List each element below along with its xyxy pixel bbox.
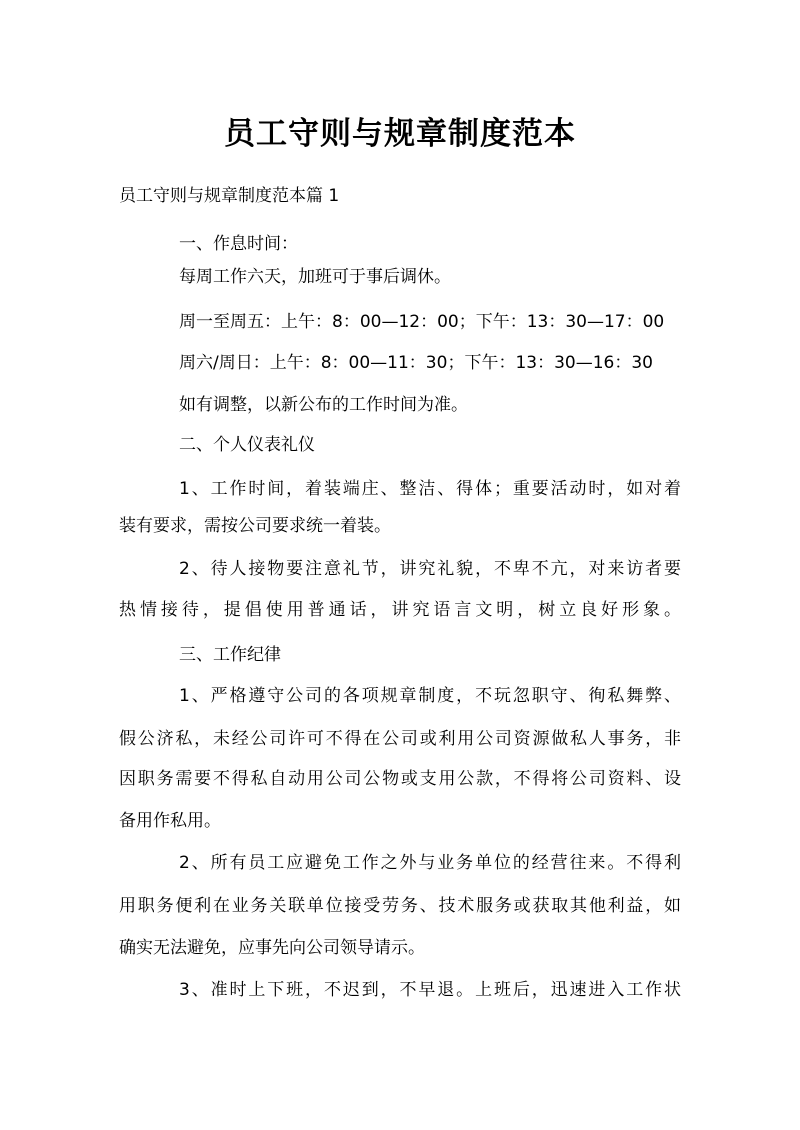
paragraph-line: 假公济私，未经公司许可不得在公司或利用公司资源做私人事务，非 [119, 729, 681, 749]
paragraph-line: 周一至周五：上午：8：00—12：00；下午：13：30—17：00 [179, 312, 665, 332]
paragraph-line: 因职务需要不得私自动用公司公物或支用公款，不得将公司资料、设 [119, 769, 681, 789]
paragraph-line: 3、准时上下班，不迟到，不早退。上班后，迅速进入工作状 [179, 980, 681, 1000]
paragraph-line: 2、待人接物要注意礼节，讲究礼貌，不卑不亢，对来访者要 [179, 559, 681, 579]
paragraph-line: 每周工作六天，加班可于事后调休。 [179, 267, 451, 287]
paragraph-line: 热情接待，提倡使用普通话，讲究语言文明，树立良好形象。 [119, 600, 681, 620]
paragraph-line: 装有要求，需按公司要求统一着装。 [119, 516, 391, 536]
paragraph-line: 2、所有员工应避免工作之外与业务单位的经营往来。不得利 [179, 853, 681, 873]
section-heading: 三、工作纪律 [179, 645, 281, 665]
document-subtitle: 员工守则与规章制度范本篇 1 [119, 186, 340, 206]
paragraph-line: 1、严格遵守公司的各项规章制度，不玩忽职守、徇私舞弊、 [179, 686, 681, 706]
paragraph-line: 周六/周日：上午：8：00—11：30；下午：13：30—16：30 [179, 353, 653, 373]
document-title: 员工守则与规章制度范本 [224, 116, 576, 152]
paragraph-line: 备用作私用。 [119, 811, 221, 831]
section-heading: 二、个人仪表礼仪 [179, 435, 315, 455]
paragraph-line: 如有调整，以新公布的工作时间为准。 [179, 395, 468, 415]
section-heading: 一、作息时间： [179, 234, 298, 254]
paragraph-line: 1、工作时间，着装端庄、整洁、得体；重要活动时，如对着 [179, 479, 681, 499]
paragraph-line: 用职务便利在业务关联单位接受劳务、技术服务或获取其他利益，如 [119, 896, 681, 916]
paragraph-line: 确实无法避免，应事先向公司领导请示。 [119, 938, 425, 958]
